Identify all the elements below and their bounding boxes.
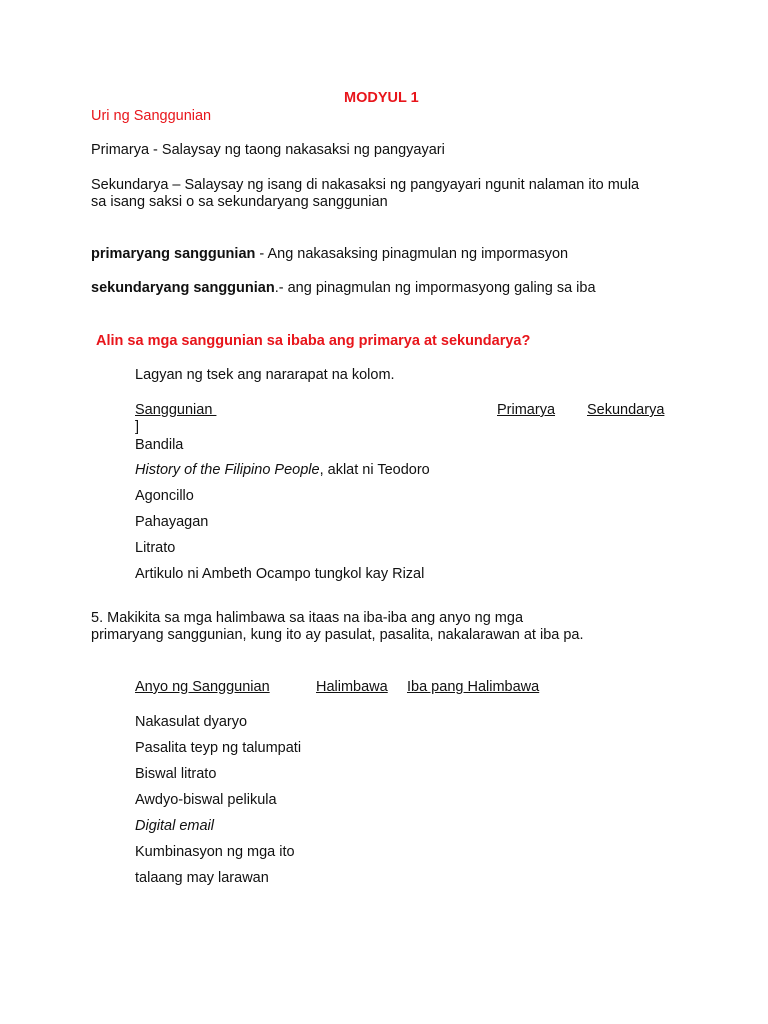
list-item: Nakasulat dyaryo bbox=[135, 714, 248, 730]
definition-sekundarya-line2: sa isang saksi o sa sekundaryang sanggunian bbox=[91, 194, 388, 210]
table-row: Bandila bbox=[135, 437, 184, 453]
table-row bbox=[135, 462, 430, 479]
table1-header-sekundarya: Sekundarya bbox=[587, 402, 665, 418]
table2-header-halimbawa: Halimbawa bbox=[316, 679, 388, 695]
table1-bracket: ] bbox=[135, 419, 140, 435]
table1-header-primarya: Primarya bbox=[497, 402, 556, 418]
list-item: Biswal litrato bbox=[135, 766, 217, 782]
list-item: Digital email bbox=[135, 818, 214, 834]
list-item: Kumbinasyon ng mga ito bbox=[135, 844, 295, 860]
page-title: MODYUL 1 bbox=[344, 90, 419, 106]
question-heading: Alin sa mga sanggunian sa ibaba ang primarya at sekundarya? bbox=[96, 333, 531, 349]
definition-sekundaryang-sanggunian bbox=[91, 280, 596, 297]
table2-header-anyo: Anyo ng Sanggunian bbox=[135, 679, 270, 695]
table1-header-sanggunian: Sanggunian bbox=[135, 402, 217, 418]
instruction-text: Lagyan ng tsek ang nararapat na kolom. bbox=[135, 367, 395, 383]
def-sekundaryang-sanggunian: .- ang pinagmulan ng impormasyong galing sa iba bbox=[274, 280, 596, 296]
term-primaryang-sanggunian: primaryang sanggunian bbox=[91, 246, 256, 262]
list-item: Pasalita teyp ng talumpati bbox=[135, 740, 302, 756]
item5-line1: 5. Makikita sa mga halimbawa sa itaas na iba-iba ang anyo ng mga bbox=[91, 610, 524, 626]
definition-primarya: Primarya - Salaysay ng taong nakasaksi ng pangyayari bbox=[91, 142, 445, 158]
table-row: Artikulo ni Ambeth Ocampo tungkol kay Rizal bbox=[135, 566, 425, 582]
list-item: talaang may larawan bbox=[135, 870, 269, 886]
table-row: Litrato bbox=[135, 540, 176, 556]
table-row: Agoncillo bbox=[135, 488, 194, 504]
book-author: , aklat ni Teodoro bbox=[319, 462, 430, 478]
table2-header-iba-pang-halimbawa: Iba pang Halimbawa bbox=[407, 679, 540, 695]
list-item: Awdyo-biswal pelikula bbox=[135, 792, 277, 808]
book-title: History of the Filipino People bbox=[135, 462, 320, 478]
definition-primaryang-sanggunian bbox=[91, 246, 568, 263]
item5-line2: primaryang sanggunian, kung ito ay pasulat, pasalita, nakalarawan at iba pa. bbox=[91, 627, 584, 643]
section-subtitle: Uri ng Sanggunian bbox=[91, 108, 212, 124]
table-row: Pahayagan bbox=[135, 514, 209, 530]
term-sekundaryang-sanggunian: sekundaryang sanggunian bbox=[91, 280, 275, 296]
def-primaryang-sanggunian: - Ang nakasaksing pinagmulan ng impormasyon bbox=[255, 246, 569, 262]
definition-sekundarya-line1: Sekundarya – Salaysay ng isang di nakasaksi ng pangyayari ngunit nalaman ito mula bbox=[91, 177, 640, 193]
